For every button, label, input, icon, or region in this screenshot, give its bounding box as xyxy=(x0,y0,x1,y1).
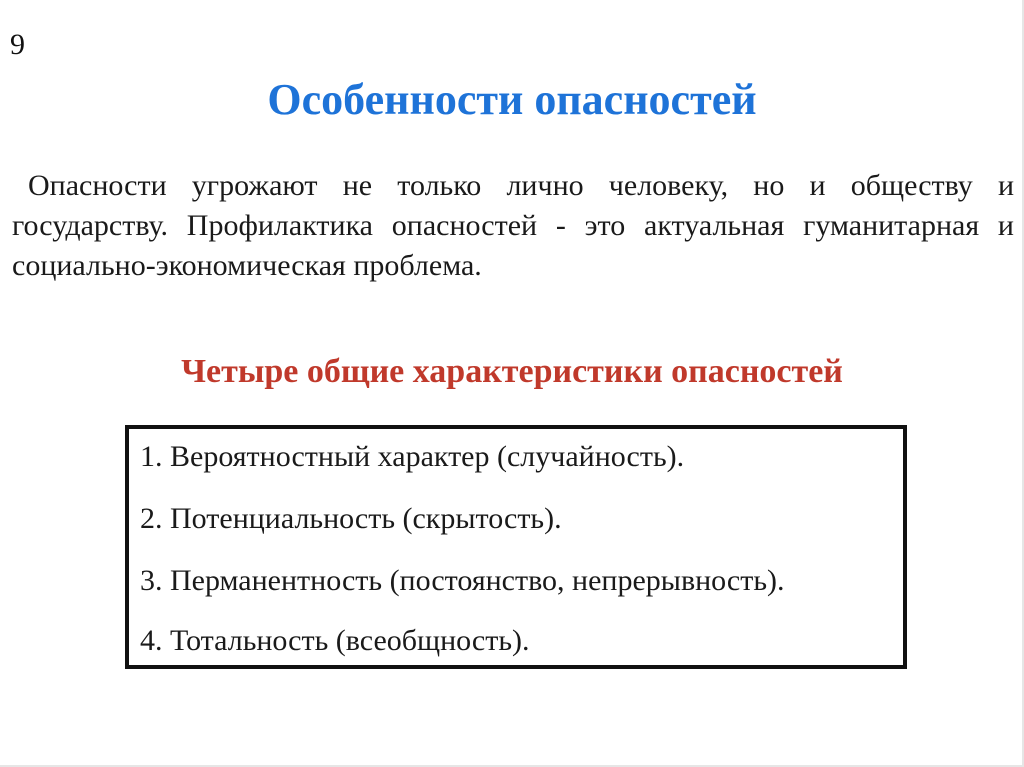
page-number: 9 xyxy=(10,28,25,61)
slide-title: Особенности опасностей xyxy=(267,75,757,124)
features-box xyxy=(125,425,907,669)
section-subtitle: Четыре общие характеристики опасностей xyxy=(181,353,843,390)
feature-item: 4. Тотальность (всеобщность). xyxy=(140,624,530,657)
intro-paragraph: Опасности угрожают не только лично человеку, но и обществу и государству. Профилактика опасностей - это актуальная гуманитарная и социально-экономическая проблема. xyxy=(12,169,1014,282)
feature-item: 3. Перманентность (постоянство, непрерывность). xyxy=(140,564,785,597)
feature-item: 2. Потенциальность (скрытость). xyxy=(140,502,562,535)
feature-item: 1. Вероятностный характер (случайность). xyxy=(140,440,685,473)
